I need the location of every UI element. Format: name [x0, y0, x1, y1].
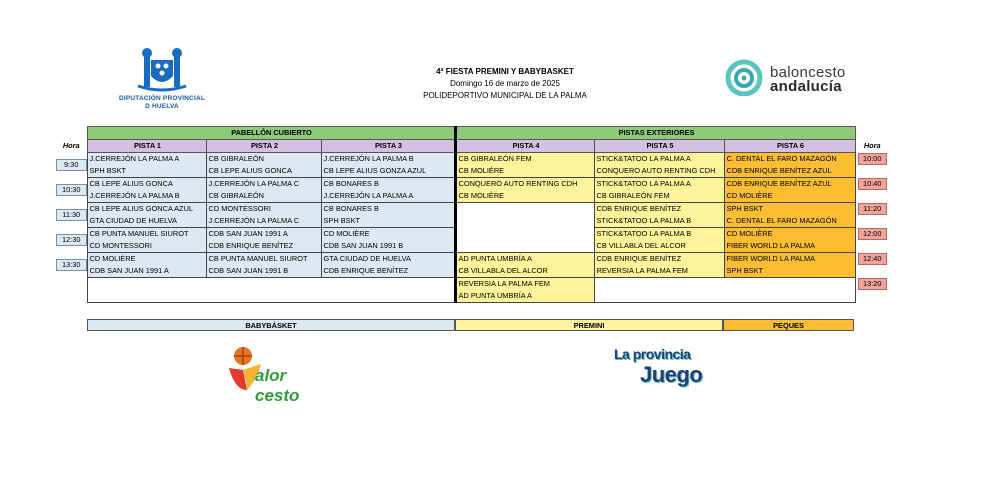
diputacion-logo	[112, 46, 212, 110]
valor-cesto-logo	[225, 344, 325, 405]
match-cell: SPH BSKT	[724, 265, 855, 278]
time-gap	[855, 290, 887, 303]
match-cell: AD PUNTA UMBRÍA A	[455, 253, 594, 266]
table-row	[54, 278, 887, 291]
time-slot-right	[855, 278, 887, 291]
match-cell: J.CERREJÓN LA PALMA A	[87, 153, 206, 166]
time-slot-right	[855, 253, 887, 266]
event-title-block	[380, 66, 630, 102]
pista-header: PISTA 2	[206, 140, 321, 153]
legend-babybasket: BABYBÁSKET	[87, 319, 455, 331]
diputacion-line1: DIPUTACIÓN PROVINCIAL	[118, 95, 206, 102]
zone-indoor: PABELLÓN CUBIERTO	[87, 127, 455, 140]
match-cell: CB BONARES B	[321, 203, 455, 216]
time-slot-right	[855, 228, 887, 241]
time-gap	[855, 165, 887, 178]
match-cell: AD PUNTA UMBRÍA A	[455, 290, 594, 303]
event-venue: POLIDEPORTIVO MUNICIPAL DE LA PALMA	[423, 91, 587, 100]
valor-cesto-text: alor cesto	[255, 366, 300, 405]
match-cell: FIBER WORLD LA PALMA	[724, 240, 855, 253]
match-cell: CDB ENRIQUE BENÍTEZ	[594, 253, 724, 266]
empty-cell	[87, 278, 455, 303]
table-row	[54, 253, 887, 266]
match-cell: CD MONTESSORI	[206, 203, 321, 216]
match-cell: CONQUERO AUTO RENTING CDH	[594, 165, 724, 178]
match-cell: CB GIBRALEÓN FEM	[594, 190, 724, 203]
baloncesto-text: baloncesto	[770, 64, 846, 81]
time-left-value: 11:30	[56, 209, 87, 221]
match-cell: CB GIBRALEÓN FEM	[455, 153, 594, 166]
match-cell: CDB ENRIQUE BENÍTEZ	[594, 203, 724, 216]
pista-header: PISTA 3	[321, 140, 455, 153]
match-cell: J.CERREJÓN LA PALMA A	[321, 190, 455, 203]
hora-right-header: Hora	[863, 141, 881, 150]
time-right-value: 12:00	[858, 228, 888, 240]
match-cell: GTA CIUDAD DE HUELVA	[87, 215, 206, 228]
match-cell: J.CERREJÓN LA PALMA B	[321, 153, 455, 166]
schedule-table	[54, 126, 887, 303]
legend-premini: PREMINI	[455, 319, 723, 331]
time-gap	[855, 240, 887, 253]
match-cell: CB MOLIÈRE	[455, 165, 594, 178]
table-row	[54, 153, 887, 166]
zone-gap-left	[54, 127, 87, 140]
andalucia-text: andalucía	[770, 78, 842, 95]
match-cell: J.CERREJÓN LA PALMA C	[206, 178, 321, 191]
provincia-text: La provincia	[614, 346, 691, 362]
diputacion-crest-icon	[134, 46, 190, 92]
match-cell: CB LEPE ALIUS GONZA AZUL	[321, 165, 455, 178]
match-cell: STICK&TATOO LA PALMA B	[594, 215, 724, 228]
match-cell: SPH BSKT	[87, 165, 206, 178]
match-cell: CDB SAN JUAN 1991 B	[206, 265, 321, 278]
time-left-value: 10:30	[56, 184, 87, 196]
time-slot-left	[54, 153, 87, 178]
table-row	[54, 265, 887, 278]
match-cell: CB GIBRALEÓN	[206, 190, 321, 203]
match-cell: CDB ENRIQUE BENÍTEZ	[206, 240, 321, 253]
match-cell: REVERSIA LA PALMA FEM	[455, 278, 594, 291]
time-left-value: 13:30	[56, 259, 87, 271]
match-cell: CDB SAN JUAN 1991 B	[321, 240, 455, 253]
time-slot-left	[54, 203, 87, 228]
hora-left-header: Hora	[62, 141, 80, 150]
time-left-value: 9:30	[56, 159, 87, 171]
la-provincia-en-juego-logo	[612, 346, 712, 392]
match-cell: CDB SAN JUAN 1991 A	[206, 228, 321, 241]
pista-header: PISTA 5	[594, 140, 724, 153]
match-cell: CONQUERO AUTO RENTING CDH	[455, 178, 594, 191]
match-cell: C. DENTAL EL FARO MAZAGÓN	[724, 153, 855, 166]
empty-cell	[594, 278, 855, 303]
match-cell: CB LEPE ALIUS GONCA AZUL	[87, 203, 206, 216]
match-cell: CDB ENRIQUE BENÍTEZ	[321, 265, 455, 278]
table-row	[54, 190, 887, 203]
match-cell: CB BONARES B	[321, 178, 455, 191]
time-gap	[855, 265, 887, 278]
pista-header: PISTA 1	[87, 140, 206, 153]
time-right-value: 10:00	[858, 153, 888, 165]
time-slot-left	[54, 253, 87, 278]
table-row	[54, 165, 887, 178]
match-cell: CB PUNTA MANUEL SIUROT	[206, 253, 321, 266]
empty-cell	[455, 203, 594, 253]
match-cell: STICK&TATOO LA PALMA A	[594, 178, 724, 191]
match-cell: CD MOLIÈRE	[87, 253, 206, 266]
pista-header: PISTA 4	[455, 140, 594, 153]
match-cell: CB MOLIÈRE	[455, 190, 594, 203]
legend-peques: PEQUES	[723, 319, 854, 331]
pista-header-row	[54, 140, 887, 153]
zone-header-row	[54, 127, 887, 140]
juego-text: Juego	[640, 362, 703, 387]
time-right-value: 10:40	[858, 178, 888, 190]
time-left-value: 12:30	[56, 234, 87, 246]
match-cell: CD MOLIÈRE	[321, 228, 455, 241]
baloncesto-andalucia-logo	[722, 58, 862, 98]
match-cell: CD MONTESSORI	[87, 240, 206, 253]
time-gap	[855, 190, 887, 203]
match-cell: CDB ENRIQUE BENÍTEZ AZUL	[724, 165, 855, 178]
match-cell: STICK&TATOO LA PALMA B	[594, 228, 724, 241]
match-cell: CB VILLABLA DEL ALCOR	[455, 265, 594, 278]
table-row	[54, 178, 887, 191]
match-cell: C. DENTAL EL FARO MAZAGÓN	[724, 215, 855, 228]
time-slot-left	[54, 178, 87, 203]
zone-gap-right	[855, 127, 887, 140]
match-cell: CB VILLABLA DEL ALCOR	[594, 240, 724, 253]
time-gap	[54, 278, 87, 303]
match-cell: STICK&TATOO LA PALMA A	[594, 153, 724, 166]
match-cell: CB LEPE ALIUS GONCA	[206, 165, 321, 178]
match-cell: CB LEPE ALIUS GONCA	[87, 178, 206, 191]
match-cell: CD MOLIÈRE	[724, 190, 855, 203]
time-right-value: 11:20	[858, 203, 888, 215]
match-cell: SPH BSKT	[321, 215, 455, 228]
time-right-value: 12:40	[858, 253, 888, 265]
swirl-icon	[722, 58, 768, 96]
match-cell: FIBER WORLD LA PALMA	[724, 253, 855, 266]
match-cell: CB GIBRALEÓN	[206, 153, 321, 166]
time-gap	[855, 215, 887, 228]
match-cell: J.CERREJÓN LA PALMA C	[206, 215, 321, 228]
time-slot-right	[855, 203, 887, 216]
time-slot-right	[855, 178, 887, 191]
match-cell: CD MOLIÈRE	[724, 228, 855, 241]
zone-outdoor: PISTAS EXTERIORES	[455, 127, 855, 140]
time-right-value: 13:20	[858, 278, 888, 290]
match-cell: J.CERREJÓN LA PALMA B	[87, 190, 206, 203]
match-cell: GTA CIUDAD DE HUELVA	[321, 253, 455, 266]
match-cell: CB PUNTA MANUEL SIUROT	[87, 228, 206, 241]
table-row	[54, 203, 887, 216]
event-date: Domingo 16 de marzo de 2025	[450, 79, 560, 88]
match-cell: CDB SAN JUAN 1991 A	[87, 265, 206, 278]
diputacion-line2: D HUELVA	[145, 102, 179, 110]
time-slot-right	[855, 153, 887, 166]
match-cell: SPH BSKT	[724, 203, 855, 216]
event-title: 4ª FIESTA PREMINI Y BABYBASKET	[436, 67, 574, 76]
match-cell: CDB ENRIQUE BENÍTEZ AZUL	[724, 178, 855, 191]
time-slot-left	[54, 228, 87, 253]
match-cell: REVERSIA LA PALMA FEM	[594, 265, 724, 278]
pista-header: PISTA 6	[724, 140, 855, 153]
